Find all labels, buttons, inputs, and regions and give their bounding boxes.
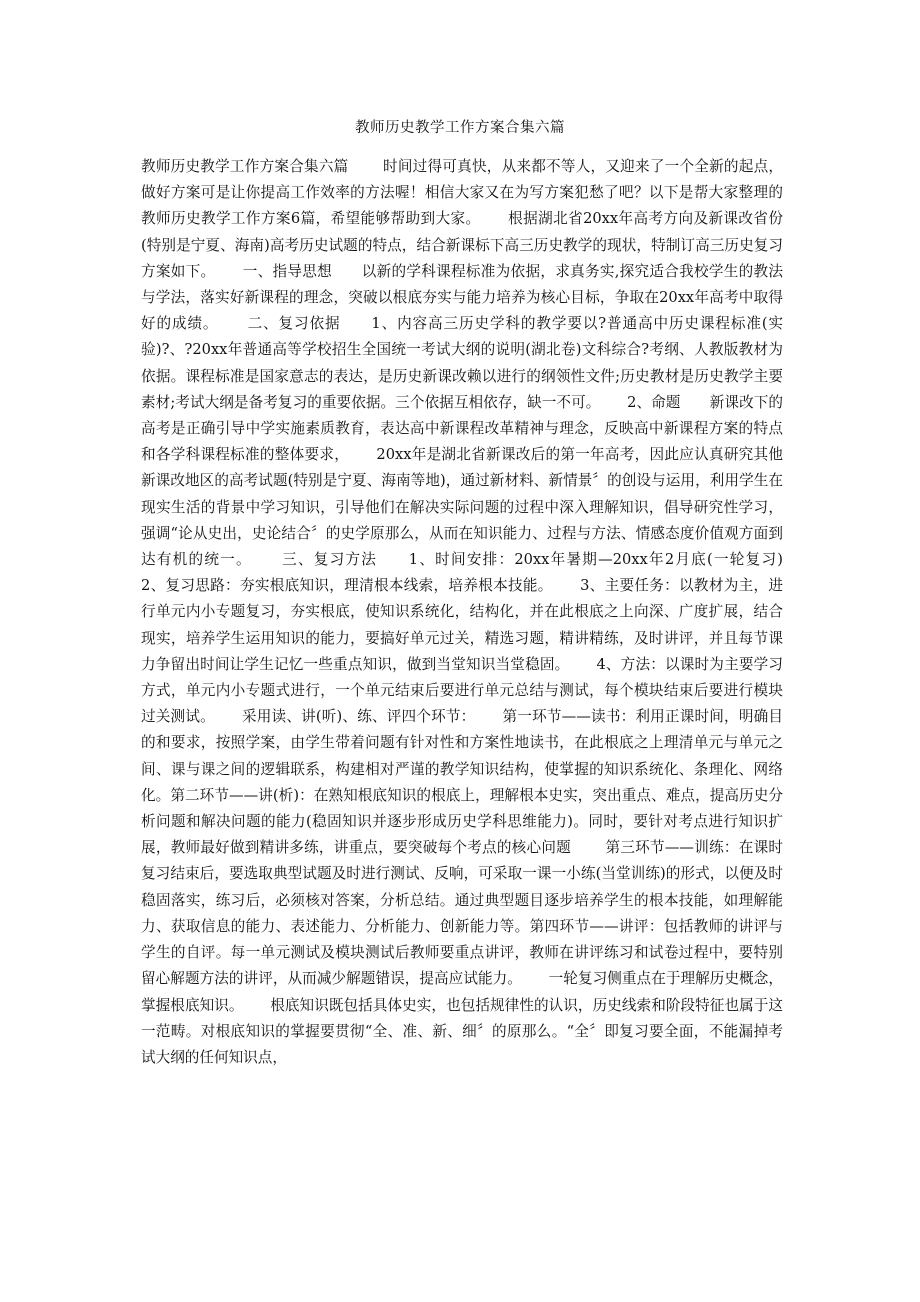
document-title: 教师历史教学工作方案合集六篇 bbox=[355, 120, 565, 136]
document-body: 教师历史教学工作方案合集六篇 时间过得可真快，从来都不等人，又迎来了一个全新的起点，做好方案可是让你提高工作效率的方法喔！相信大家又在为写方案犯愁了吧？以下是帮大家整理的教师历史教学工作方案6篇，希望能够帮助到大家。 根据湖北省20xx年高考方向及新课改省份(特别是宁夏、海南)高考历史试题的特点，结合新课标下高三历史教学的现状，特制订高三历史复习方案如下。 一、指导思想 以新的学科课程标准为依据，求真务实,探究适合我校学生的教法与学法，落实好新课程的理念，突破以根底夯实与能力培养为核心目标，争取在20xx年高考中取得好的成绩。 二、复习依据 1、内容高三历史学科的教学要以?普通高中历史课程标准(实验)?、?20xx年普通高等学校招生全国统一考试大纲的说明(湖北卷)文科综合?考纲、人教版教材为依据。课程标准是国家意志的表达，是历史新课改赖以进行的纲领性文件;历史教材是历史教学主要素材;考试大纲是备考复习的重要依据。三个依据互相依存，缺一不可。 2、命题 新课改下的高考是正确引导中学实施素质教育，表达高中新课程改革精神与理念，反映高中新课程方案的特点和各学科课程标准的整体要求， 20xx年是湖北省新课改后的第一年高考，因此应认真研究其他新课改地区的高考试题(特别是宁夏、海南等地)，通过新材料、新情景〞的创设与运用，利用学生在现实生活的背景中学习知识，引导他们在解决实际问题的过程中深入理解知识，倡导研究性学习，强调“论从史出，史论结合〞的史学原那么，从而在知识能力、过程与方法、情感态度价值观方面到达有机的统一。 三、复习方法 1、时间安排：20xx年暑期—20xx年2月底(一轮复习) 2、复习思路：夯实根底知识，理清根本线索，培养根本技能。 3、主要任务：以教材为主，进行单元内小专题复习，夯实根底，使知识系统化，结构化，并在此根底之上向深、广度扩展，结合现实，培养学生运用知识的能力，要搞好单元过关，精选习题，精讲精练，及时讲评，并且每节课力争留出时间让学生记忆一些重点知识，做到当堂知识当堂稳固。 4、方法：以课时为主要学习方式，单元内小专题式进行，一个单元结束后要进行单元总结与测试，每个模块结束后要进行模块过关测试。 采用读、讲(听)、练、评四个环节： 第一环节——读书：利用正课时间，明确目的和要求，按照学案，由学生带着问题有针对性和方案性地读书，在此根底之上理清单元与单元之间、课与课之间的逻辑联系，构建相对严谨的教学知识结构，使掌握的知识系统化、条理化、网络化。第二环节——讲(析)：在熟知根底知识的根底上，理解根本史实，突出重点、难点，提高历史分析问题和解决问题的能力(稳固知识并逐步形成历史学科思维能力)。同时，要针对考点进行知识扩展，教师最好做到精讲多练，讲重点，要突破每个考点的核心问题 第三环节——训练：在课时复习结束后，要选取典型试题及时进行测试、反响，可采取一课一小练(当堂训练)的形式，以便及时稳固落实，练习后，必须核对答案，分析总结。通过典型题目逐步培养学生的根本技能，如理解能力、获取信息的能力、表述能力、分析能力、创新能力等。第四环节——讲评：包括教师的讲评与学生的自评。每一单元测试及模块测试后教师要重点讲评，教师在讲评练习和试卷过程中，要特别留心解题方法的讲评，从而减少解题错误，提高应试能力。 一轮复习侧重点在于理解历史概念，掌握根底知识。 根底知识既包括具体史实，也包括规律性的认识，历史线索和阶段特征也属于这一范畴。对根底知识的掌握要贯彻“全、准、新、细〞的原那么。“全〞即复习要全面，不能漏掉考试大纲的任何知识点， bbox=[141, 158, 813, 1066]
